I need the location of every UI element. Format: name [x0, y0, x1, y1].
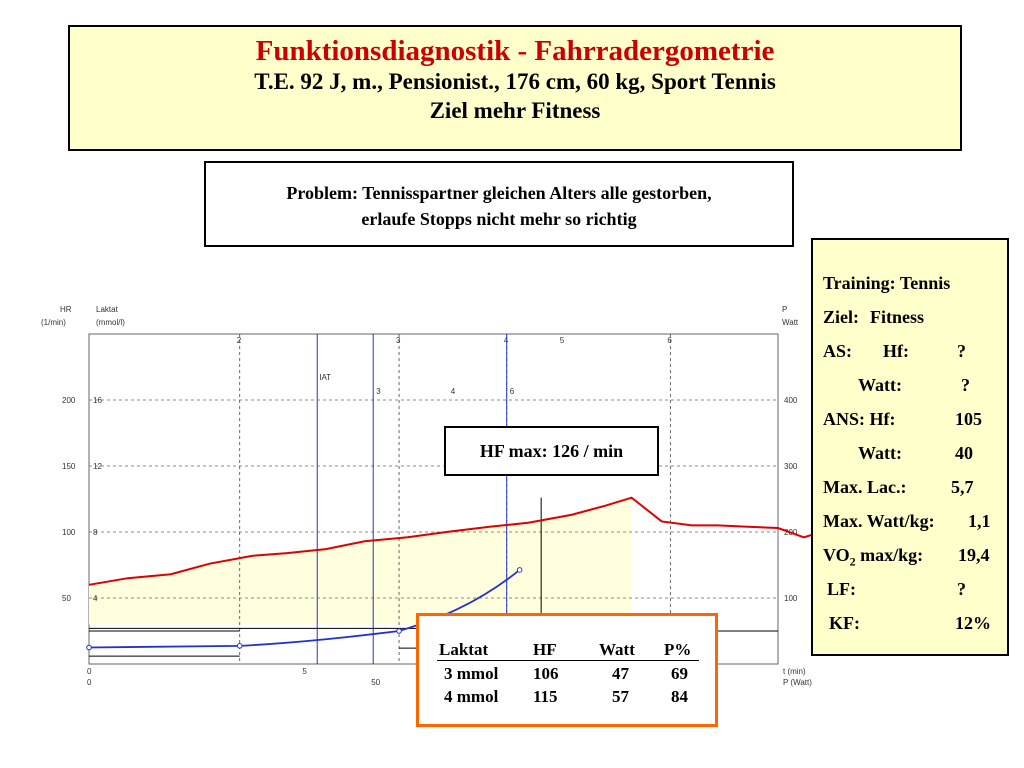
kf-value: 12%: [955, 613, 991, 633]
table-header-p: P%: [664, 640, 692, 659]
goal-text: Ziel mehr Fitness: [429, 98, 601, 123]
lactate-axis-unit: (mmol/l): [96, 318, 125, 327]
lactate-point: [237, 644, 242, 649]
lf-label: LF:: [827, 579, 856, 599]
stage-number-label: 6: [667, 336, 672, 345]
table-row-2-laktat: 4 mmol: [444, 687, 499, 706]
stage-number-label: 4: [503, 336, 509, 345]
power-tick-label: 0: [87, 678, 92, 687]
lactate-point: [517, 568, 522, 573]
ans-watt-label: Watt:: [858, 443, 902, 463]
hr-tick-label: 200: [62, 396, 76, 405]
time-tick-label: 0: [87, 667, 92, 676]
lactate-point: [87, 645, 92, 650]
lactate-tick-label: 8: [93, 528, 98, 537]
page-title: Funktionsdiagnostik - Fahrradergometrie: [255, 35, 775, 67]
power-tick-label: 50: [371, 678, 381, 687]
watt-tick-label: 400: [784, 396, 798, 405]
lf-value: ?: [957, 579, 966, 599]
table-row-1-laktat: 3 mmol: [444, 664, 499, 683]
as-hf-value: ?: [957, 341, 966, 361]
ans-hf-value: 105: [955, 409, 982, 429]
ans-label: ANS: Hf:: [823, 409, 896, 429]
hr-tick-label: 50: [62, 594, 71, 603]
as-label: AS:: [823, 341, 853, 361]
power-axis-unit: Watt: [782, 318, 799, 327]
max-lac-value: 5,7: [951, 477, 974, 497]
watt-tick-label: 300: [784, 462, 798, 471]
vo2-label-rest: max/kg:: [855, 545, 924, 565]
as-watt-label: Watt:: [858, 375, 902, 395]
marker-6-label: 6: [509, 387, 515, 396]
table-header-hf: HF: [533, 640, 557, 659]
table-row-2-hf: 115: [533, 687, 558, 706]
hr-axis-label: HR: [60, 305, 72, 314]
max-lac-label: Max. Lac.:: [823, 477, 907, 497]
power-axis-label: P: [782, 305, 788, 314]
hr-tick-label: 100: [62, 528, 76, 537]
max-watt-label: Max. Watt/kg:: [823, 511, 935, 531]
ziel-value: Fitness: [870, 307, 924, 327]
ans-watt-value: 40: [955, 443, 973, 463]
table-header-underline: [437, 660, 699, 661]
time-axis-label: t (min): [783, 667, 806, 676]
time-tick-label: 5: [302, 667, 307, 676]
stage-number-label: 5: [559, 336, 565, 345]
vo2-value: 19,4: [958, 545, 990, 565]
hr-tick-label: 150: [62, 462, 76, 471]
vo2-label: [823, 545, 923, 570]
table-header-watt: Watt: [599, 640, 635, 659]
watt-tick-label: 100: [784, 594, 798, 603]
power-x-axis-label: P (Watt): [783, 678, 812, 687]
summary-panel: [811, 238, 1009, 656]
lactate-tick-label: 12: [93, 462, 102, 471]
lactate-tick-label: 16: [93, 396, 102, 405]
problem-line-1: Problem: Tennisspartner gleichen Alters alle gestorben,: [286, 183, 712, 203]
lactate-axis-label: Laktat: [96, 305, 118, 314]
max-watt-value: 1,1: [968, 511, 991, 531]
lactate-tick-label: 4: [93, 594, 98, 603]
iat-label: IAT: [319, 373, 332, 382]
table-row-2-p: 84: [671, 687, 688, 706]
training-label: Training: Tennis: [823, 273, 951, 293]
table-row-2-watt: 57: [612, 687, 629, 706]
hr-axis-unit: (1/min): [41, 318, 66, 327]
table-row-1-watt: 47: [612, 664, 629, 683]
vo2-label-main: VO: [823, 545, 850, 565]
stage-number-label: 3: [396, 336, 401, 345]
watt-tick-label: 200: [784, 528, 798, 537]
lactate-point: [397, 629, 402, 634]
hf-max-callout: HF max: 126 / min: [444, 426, 659, 476]
lactate-table: [416, 613, 718, 727]
kf-label: KF:: [829, 613, 860, 633]
marker-3-label: 3: [376, 387, 381, 396]
as-hf-label: Hf:: [883, 341, 909, 361]
stage-number-label: 2: [236, 336, 242, 345]
table-row-1-p: 69: [671, 664, 688, 683]
patient-info: T.E. 92 J, m., Pensionist., 176 cm, 60 kg, Sport Tennis: [254, 69, 776, 94]
ziel-label: Ziel:: [823, 307, 859, 327]
marker-4-label: 4: [450, 387, 456, 396]
table-row-1-hf: 106: [533, 664, 559, 683]
problem-line-2: erlaufe Stopps nicht mehr so richtig: [361, 209, 637, 229]
as-watt-value: ?: [961, 375, 970, 395]
table-header-laktat: Laktat: [439, 640, 489, 659]
vo2-label-sub: 2: [849, 554, 856, 569]
